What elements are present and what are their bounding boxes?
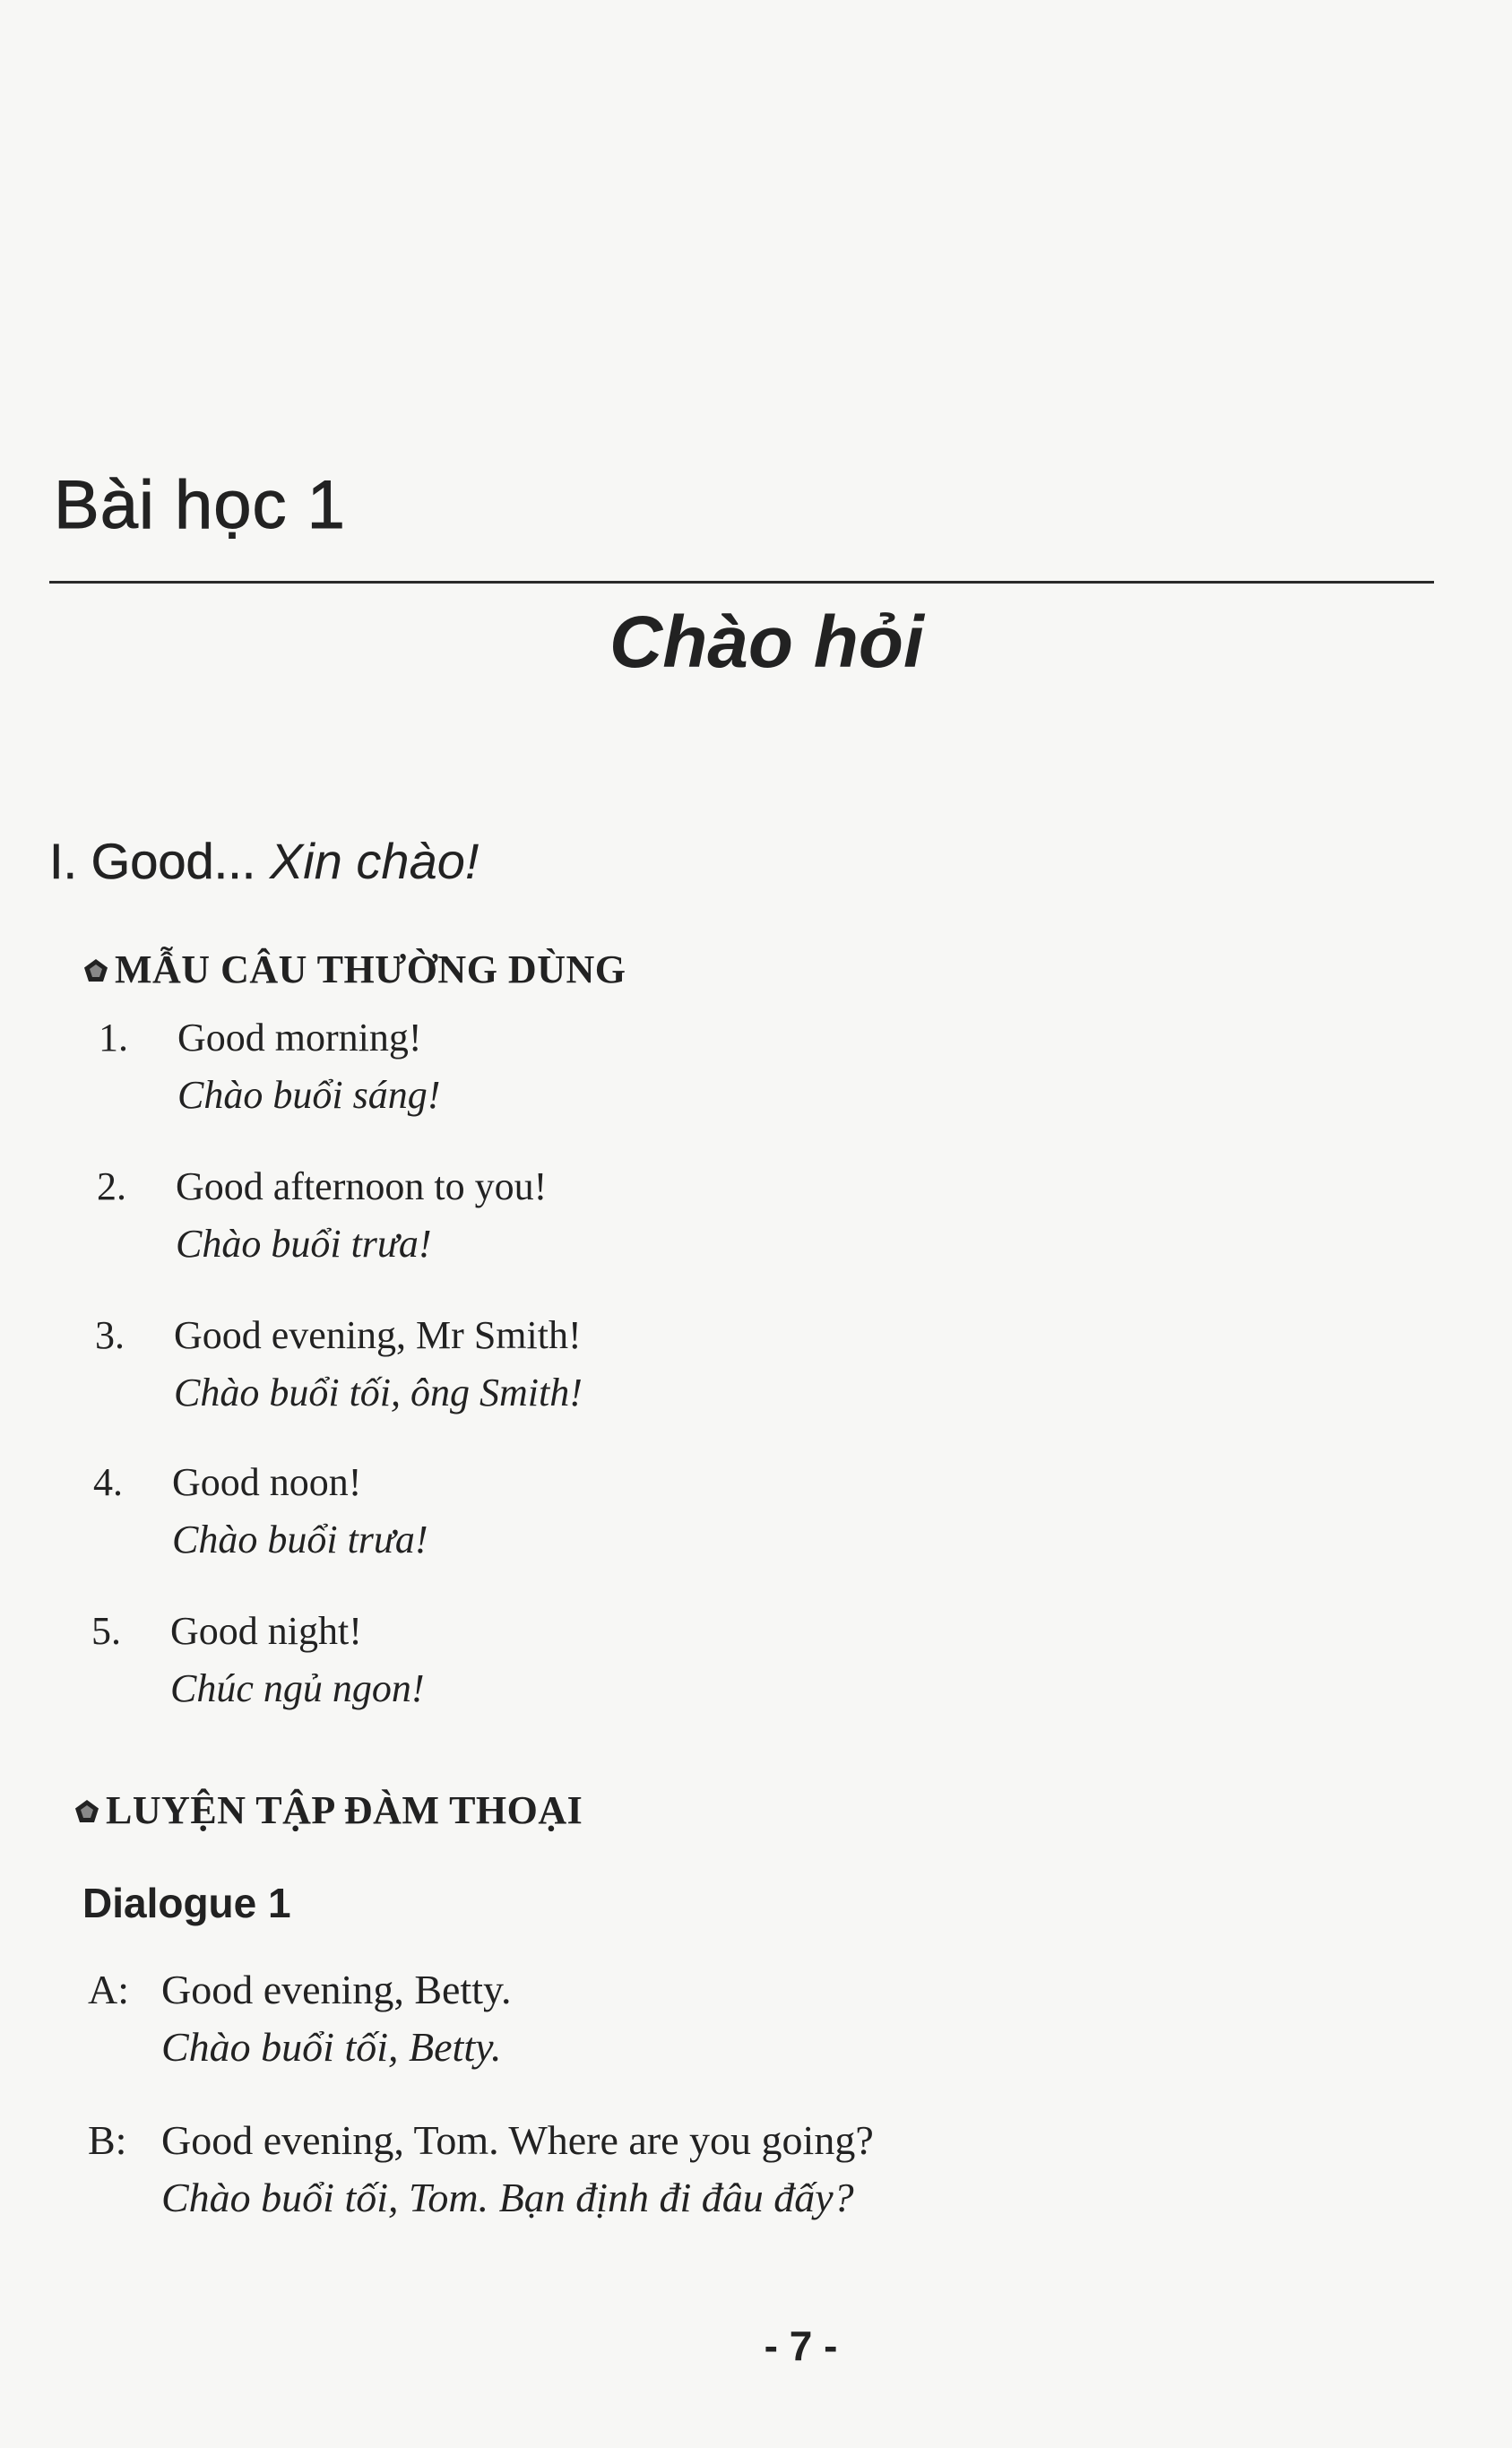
pentagon-bullet-icon (82, 957, 109, 984)
section-heading (49, 832, 479, 890)
dialogue-title: Dialogue 1 (82, 1880, 291, 1926)
phrase-vietnamese: Chào buổi trưa! (172, 1518, 428, 1561)
dialogue-english: Good evening, Betty. (161, 1967, 512, 2012)
phrase-english: Good evening, Mr Smith! (174, 1313, 582, 1357)
phrase-english: Good afternoon to you! (176, 1164, 548, 1208)
dialogue-english: Good evening, Tom. Where are you going? (161, 2117, 874, 2163)
common-phrases-heading-text: MẪU CÂU THƯỜNG DÙNG (115, 947, 626, 991)
section-heading-vi: Xin chào! (269, 833, 480, 889)
practice-heading-text: LUYỆN TẬP ĐÀM THOẠI (106, 1788, 583, 1832)
page-number: - 7 - (764, 2323, 838, 2369)
phrase-vietnamese: Chào buổi sáng! (177, 1073, 441, 1117)
speaker-label: A: (88, 1967, 129, 2012)
dialogue-vietnamese: Chào buổi tối, Betty. (161, 2024, 502, 2070)
lesson-label: Bài học 1 (54, 467, 346, 543)
phrase-vietnamese: Chào buổi trưa! (176, 1222, 432, 1266)
phrase-number: 1. (99, 1016, 128, 1060)
phrase-english: Good morning! (177, 1016, 422, 1060)
phrase-vietnamese: Chúc ngủ ngon! (170, 1666, 425, 1710)
lesson-title: Chào hỏi (609, 601, 924, 683)
practice-heading (73, 1787, 583, 1833)
pentagon-bullet-icon (73, 1798, 100, 1825)
phrase-number: 5. (91, 1609, 121, 1653)
title-rule (49, 581, 1434, 584)
phrase-english: Good night! (170, 1609, 362, 1653)
phrase-number: 3. (95, 1313, 125, 1357)
phrase-number: 2. (97, 1164, 126, 1208)
dialogue-vietnamese: Chào buổi tối, Tom. Bạn định đi đâu đấy? (161, 2175, 854, 2220)
phrase-english: Good noon! (172, 1460, 362, 1504)
phrase-number: 4. (93, 1460, 123, 1504)
section-heading-en: I. Good... (49, 833, 256, 889)
speaker-label: B: (88, 2117, 127, 2163)
common-phrases-heading (82, 947, 626, 992)
phrase-vietnamese: Chào buổi tối, ông Smith! (174, 1371, 583, 1414)
